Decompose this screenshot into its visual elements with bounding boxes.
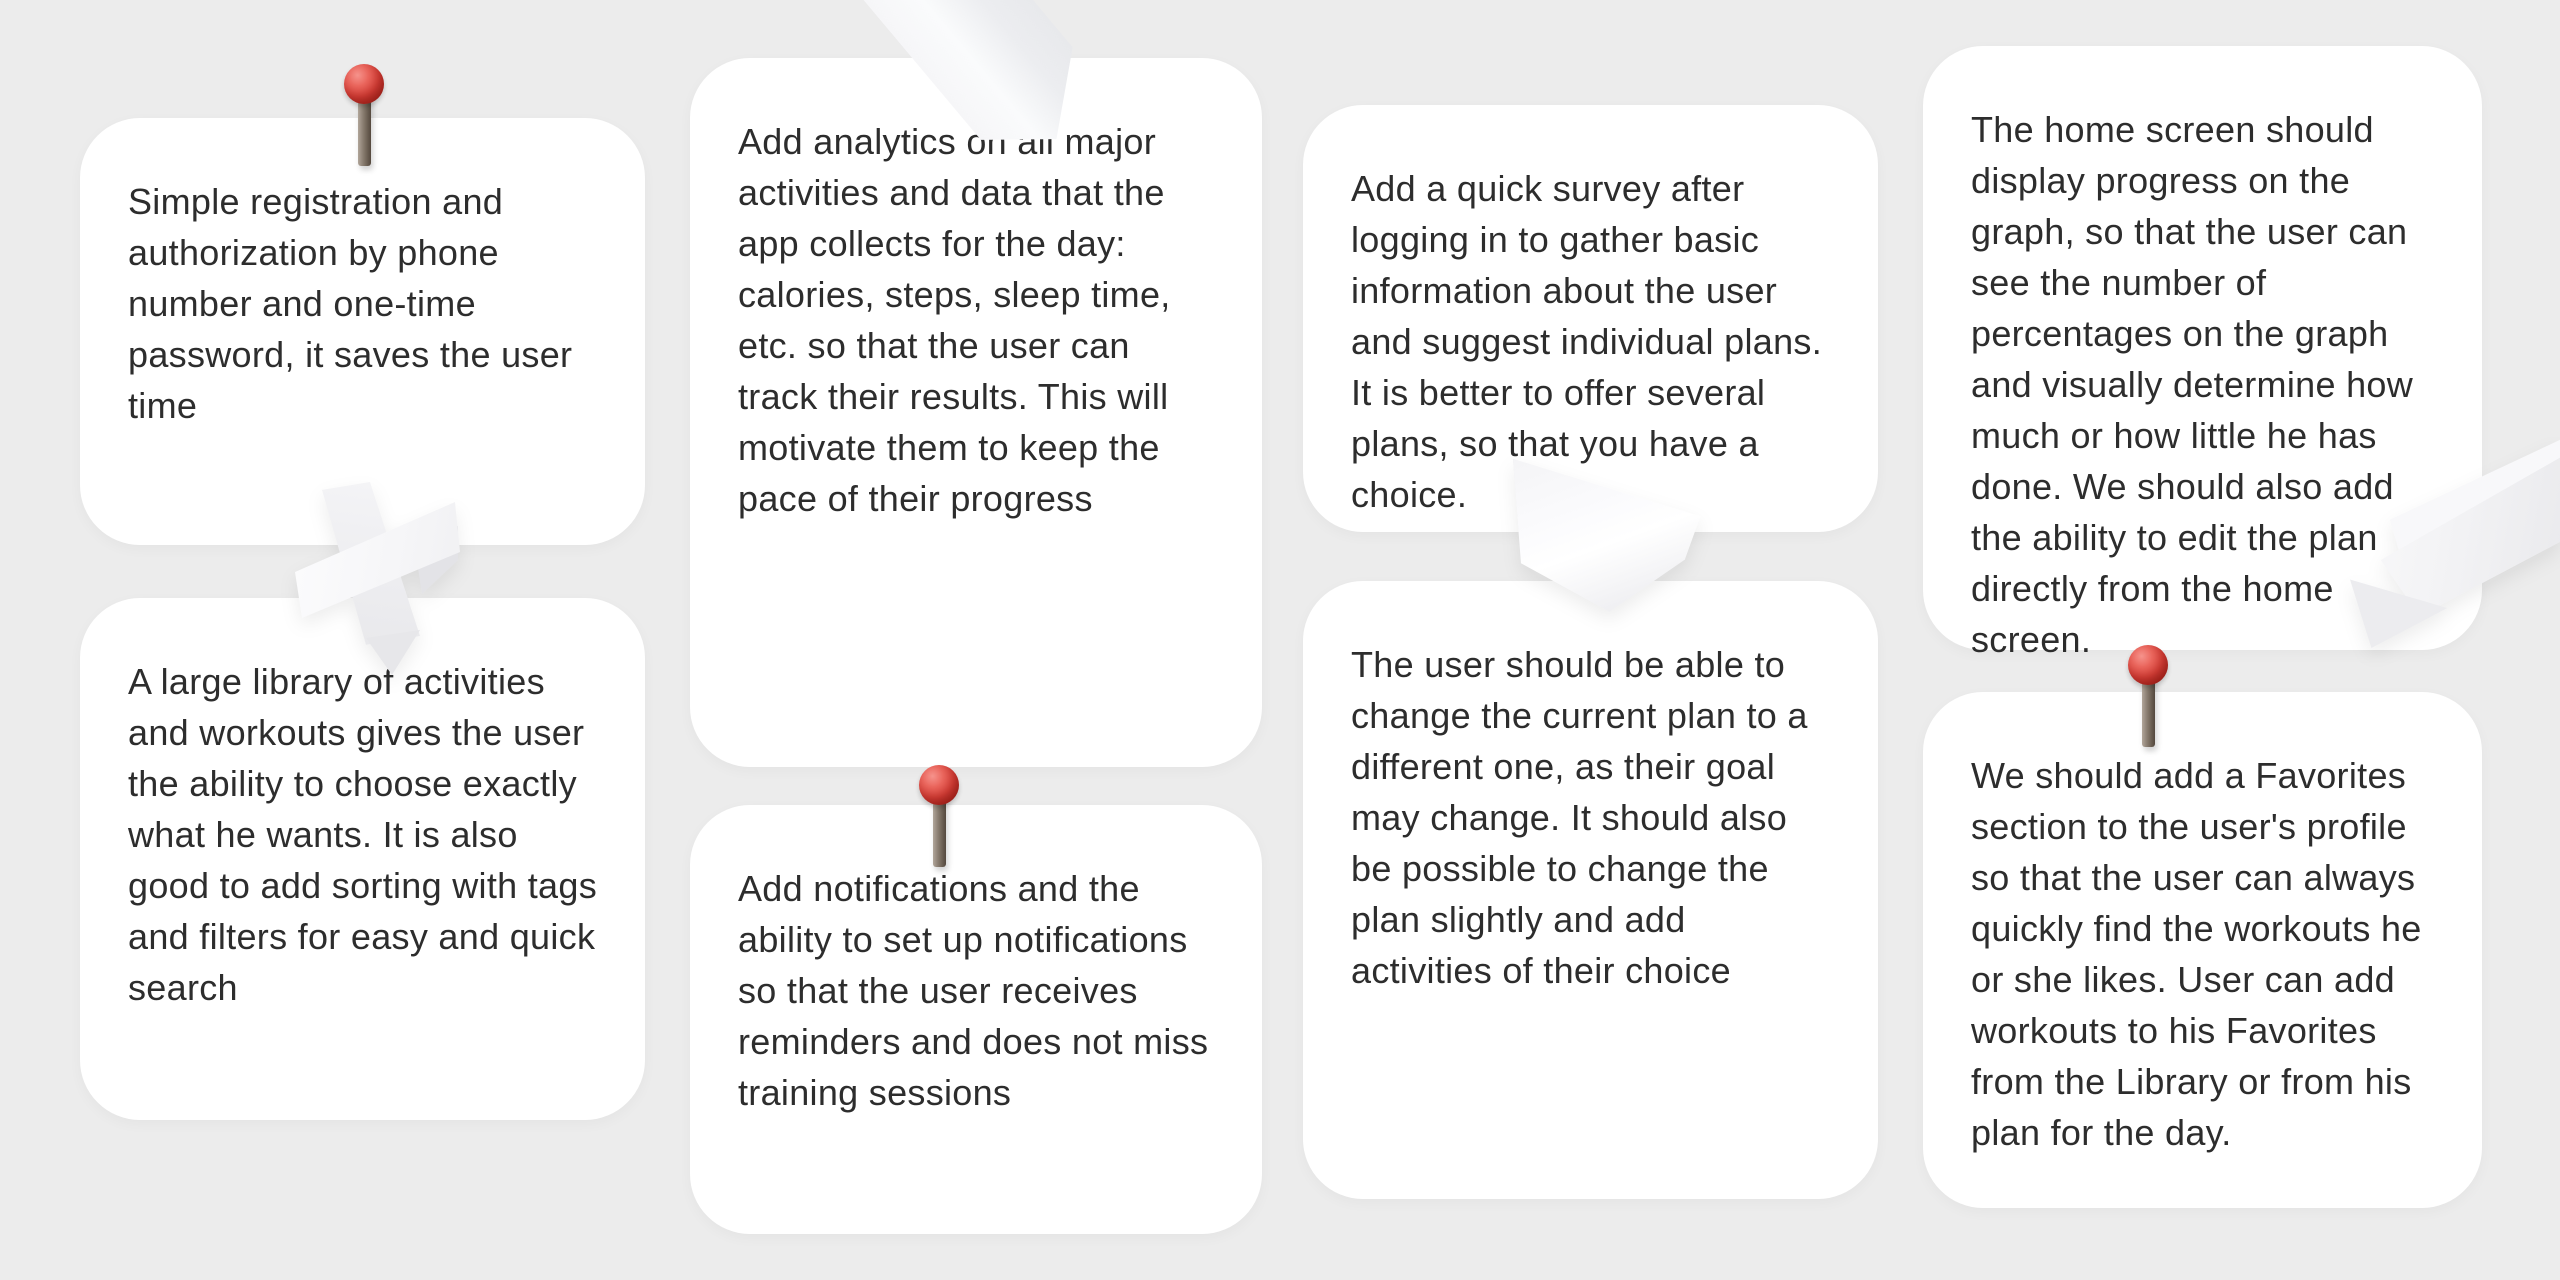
note-text: Add analytics on all major activities and data that the app collects for the day: calories, steps, sleep time, etc. so that the user can track their results. This will motivate them to keep the pace of their progress [738,121,1171,519]
note-text: We should add a Favorites section to the user's profile so that the user can always quickly find the workouts he or she likes. User can add workouts to his Favorites from the Library or from his plan for the day. [1971,755,2422,1153]
pushpin-icon [919,765,959,875]
note-text: Add a quick survey after logging in to gather basic information about the user and suggest individual plans. It is better to offer several plans, so that you have a choice. [1351,168,1823,515]
pushpin-icon [2128,645,2168,755]
pushpin-ball [344,64,384,104]
note-text: A large library of activities and workouts gives the user the ability to choose exactly what he wants. It is also good to add sorting with tags and filters for easy and quick search [128,661,598,1008]
tape-cross-icon [280,460,530,680]
note-text: Simple registration and authorization by phone number and one-time password, it saves the user time [128,181,573,426]
sticky-note-8[interactable] [1923,692,2482,1208]
pushpin-ball [919,765,959,805]
tape-corner-icon [2330,430,2560,660]
sticky-note-6[interactable] [1303,581,1878,1199]
tape-piece [1495,448,1755,628]
pushpin-ball [2128,645,2168,685]
pushpin-stem [358,96,371,166]
pushpin-stem [2142,677,2155,747]
note-text: The home screen should display progress on the graph, so that the user can see the number of percentages on the graph and visually determine how much or how little he has done. We should also add the ability to edit the plan directly from the home screen. [1971,109,2414,660]
pushpin-icon [344,64,384,174]
folded-tape-icon [1495,448,1755,628]
note-text: Add notifications and the ability to set up notifications so that the user receives reminders and does not miss training sessions [738,868,1209,1113]
sticky-note-4[interactable] [690,805,1262,1234]
sticky-note-3[interactable] [690,58,1262,767]
note-text: The user should be able to change the current plan to a different one, as their goal may change. It should also be possible to change the plan slightly and add activities of their choice [1351,644,1808,991]
pushpin-stem [933,797,946,867]
